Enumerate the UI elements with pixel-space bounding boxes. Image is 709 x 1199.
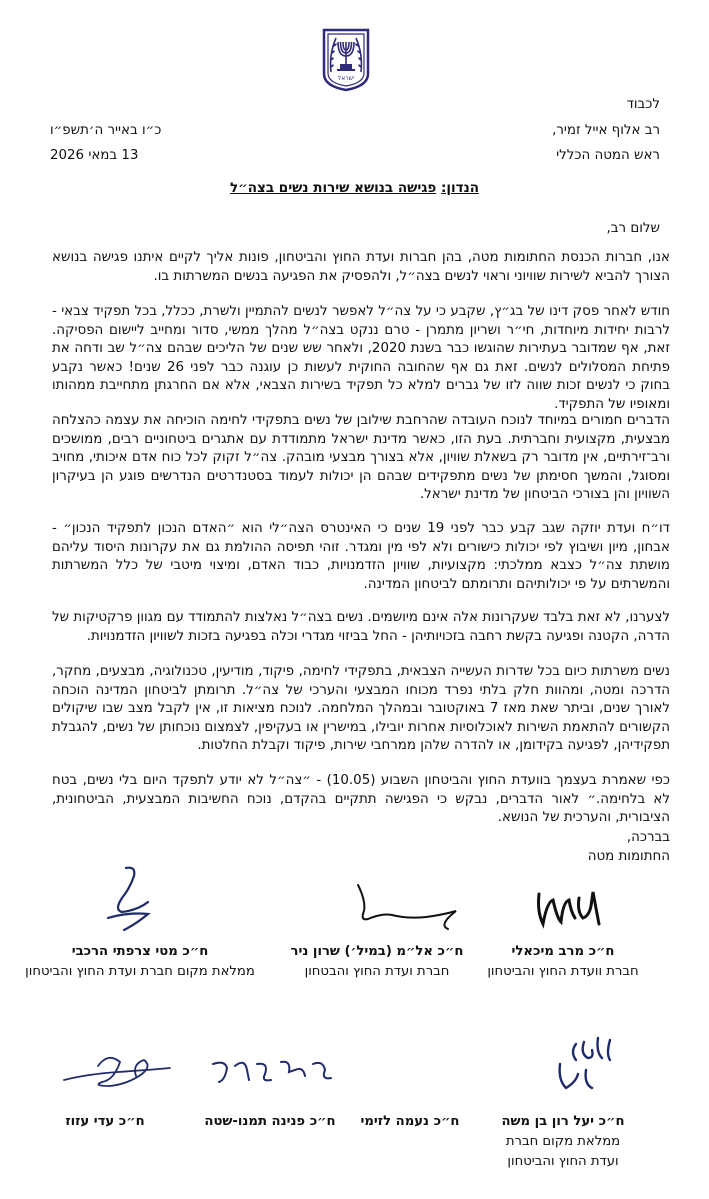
signatory-card: [40, 1112, 170, 1132]
signatory-name: ח״כ פנינה תמנו-שטה: [204, 1114, 336, 1129]
signature-sharon-nir: [330, 877, 480, 937]
addressee-salutation: לכבוד: [626, 97, 660, 112]
signature-matti-tzarfati-harkavi: [78, 860, 178, 940]
signatory-name: ח״כ מרב מיכאלי: [511, 944, 615, 959]
closing-signatories: החתומות מטה: [587, 849, 670, 864]
signatory-name: ח״כ מטי צרפתי הרכבי: [71, 944, 209, 959]
hebrew-date: כ״ו באייר ה׳תשפ״ו: [50, 123, 162, 138]
gregorian-date: 13 במאי 2026: [50, 148, 139, 163]
body-paragraph: חודש לאחר פסק דינו של בג״ץ, שקבע כי על צה״ל לאפשר לנשים להתמיין ולשרת, ככלל, בכל תפקיד צבאי - לרבות יחידות מיוחדות, חי״ר ושריון מתמרן - טרם ננקט בצה״ל מהלך ממשי, סדור ומחייב ליישום הפסיקה. זאת, אף שמדובר בעתירות שהוגשו כבר בשנת 2020, ולאחר שש שנים של הליכים שבהם צה״ל שב ודחה את פתיחת המסלולים לנשים. זאת גם אף שהחובה החוקית לעשות כן עוגנה כבר לפני 26 שנים! כאשר נקבע בחוק כי לנשים זכות שווה לזו של גברים למלא כל תפקיד בשירות הצבאי, אלא אם החרגתן מתחייבת ממהותו ומאופיו של התפקיד.: [52, 304, 670, 412]
subject-prefix: הנדון:: [440, 180, 479, 196]
signature-meirav-michaeli: [527, 872, 617, 942]
signatory-card: [478, 1112, 648, 1172]
body-paragraph: כפי שאמרת בעצמך בוועדת החוץ והביטחון השבוע (10.05) - ״צה״ל לא יודע לתפקד היום בלי נשים, בטח לא בלחימה.״ לאור הדברים, נבקש כי הפגישה תתקיים בהקדם, נוכח החשיבות המבצעית, הביטחונית, הציבורית, והערכית של הנושא.: [52, 773, 670, 826]
greeting: שלום רב,: [606, 221, 660, 236]
signatory-role: ממלאת מקום חברת ועדת החוץ והביטחון: [505, 1134, 621, 1169]
subject-text: פגישה בנושא שירות נשים בצה״ל: [230, 180, 437, 196]
signatory-card: [478, 942, 648, 982]
signatory-card: [20, 942, 260, 982]
israel-state-emblem-icon: [320, 28, 372, 92]
signatory-name: ח״כ אל״מ (במיל׳) שרון ניר: [290, 944, 464, 959]
signature-pnina-tamano-shata: [205, 1050, 345, 1094]
body-paragraph: דו״ח ועדת יוזקה שגב קבע כבר לפני 19 שנים כי האינטרס הצה״לי הוא ״האדם הנכון לתפקיד הנכון״ - אבחון, מיון ושיבוץ לפי יכולות כישורים ולא לפי מין ומגדר. זוהי תפיסה ההולמת גם את עקרונות היסוד עליהם מושתת צה״ל כצבא ממלכתי: מקצועיות, שוויון הזדמנויות, כבוד האדם, ומיצוי מיטבי של כלל המשרתות והמשרתים על פי יכולותיהם ותרומתם לביטחון המדינה.: [52, 521, 670, 592]
signature-yael-ron-ben-moshe: [540, 1030, 630, 1100]
signatory-card: [340, 1112, 480, 1132]
closing-blessing: בברכה,: [626, 830, 670, 845]
body-paragraph: נשים משרתות כיום בכל שדרות העשייה הצבאית, בתפקידי לחימה, פיקוד, מודיעין, טכנולוגיה, מבצעים, מחקר, הדרכה ומטה, ומהוות חלק בלתי נפרד מכוחו המבצעי והערכי של צה״ל. תרומתן לביטחון המדינה הוכחה לאורך שנים, וביתר שאת מאז 7 באוקטובר ובמהלך המלחמה. לנוכח מציאות זו, אין לקבל מצב שבו שיקולים הקשורים להתאמת השירות לאוכלוסיות אחרות יובילו, במישרין או בעקיפין, לצמצום נוכחותן של נשים, להגבלת תפקידיהן, לפגיעה בקידומן, או להדרה שלהן ממרחבי שירות, פיקוד וקבלת החלטות.: [52, 664, 670, 754]
body-paragraph: הדברים חמורים במיוחד לנוכח העובדה שהרחבת שילובן של נשים בתפקידי לחימה הוכיחה את עצמה כהצלחה מבצעית, מקצועית וחברתית. בעת הזו, כאשר מדינת ישראל מתמודדת עם אתגרים ביטחוניים רבים, ממושכים ורב־זירתיים, אין מדובר רק בשאלת שוויון, אלא בצורך מבצעי מובהק. צה״ל זקוק לכל כוח אדם איכותי, מחויב ומסוגל, והמשך חסימתן של נשים מתפקידים שבהם הן יכולות לעמוד בסטנדרטים הנדרשים פוגע הן בעיקרון השוויון והן בצורכי הביטחון של מדינת ישראל.: [52, 413, 670, 503]
signatory-name: ח״כ נעמה לזימי: [360, 1114, 460, 1129]
body-paragraph: לצערנו, לא זאת בלבד שעקרונות אלה אינם מיושמים. נשים בצה״ל נאלצות להתמודד עם מגוון פרקטיקות של הדרה, הקטנה ופגיעה בקשת רחבה בזכויותיהן - החל בביזוי מגדרי וכלה בפגיעה בזכות לשוויון הזדמנויות.: [52, 610, 670, 644]
addressee-role: ראש המטה הכללי: [556, 148, 660, 163]
svg-text:ישראל: ישראל: [337, 75, 355, 82]
signatory-card: [190, 1112, 350, 1132]
body-paragraph: אנו, חברות הכנסת החתומות מטה, בהן חברות ועדת החוץ והביטחון, פונות אליך לקיים איתנו פגישה בנושא הצורך להביא לשירות שוויוני וראוי לנשים בצה״ל, ולהפסיק את הפגיעה בנשים המשרתות בו.: [52, 250, 670, 284]
signatory-name: ח״כ יעל רון בן משה: [501, 1114, 625, 1129]
signatory-role: חברת וועדת החוץ והביטחון: [487, 964, 639, 979]
signatory-role: ממלאת מקום חברת ועדת החוץ והביטחון: [25, 964, 255, 979]
signature-adi-azuz: [58, 1046, 178, 1098]
subject-line: [60, 180, 649, 196]
signatory-role: חברת ועדת החוץ והבטחון: [304, 964, 450, 979]
addressee-name: רב אלוף אייל זמיר,: [552, 123, 660, 138]
signatory-card: [282, 942, 472, 982]
signatory-name: ח״כ עדי עזוז: [65, 1114, 145, 1129]
